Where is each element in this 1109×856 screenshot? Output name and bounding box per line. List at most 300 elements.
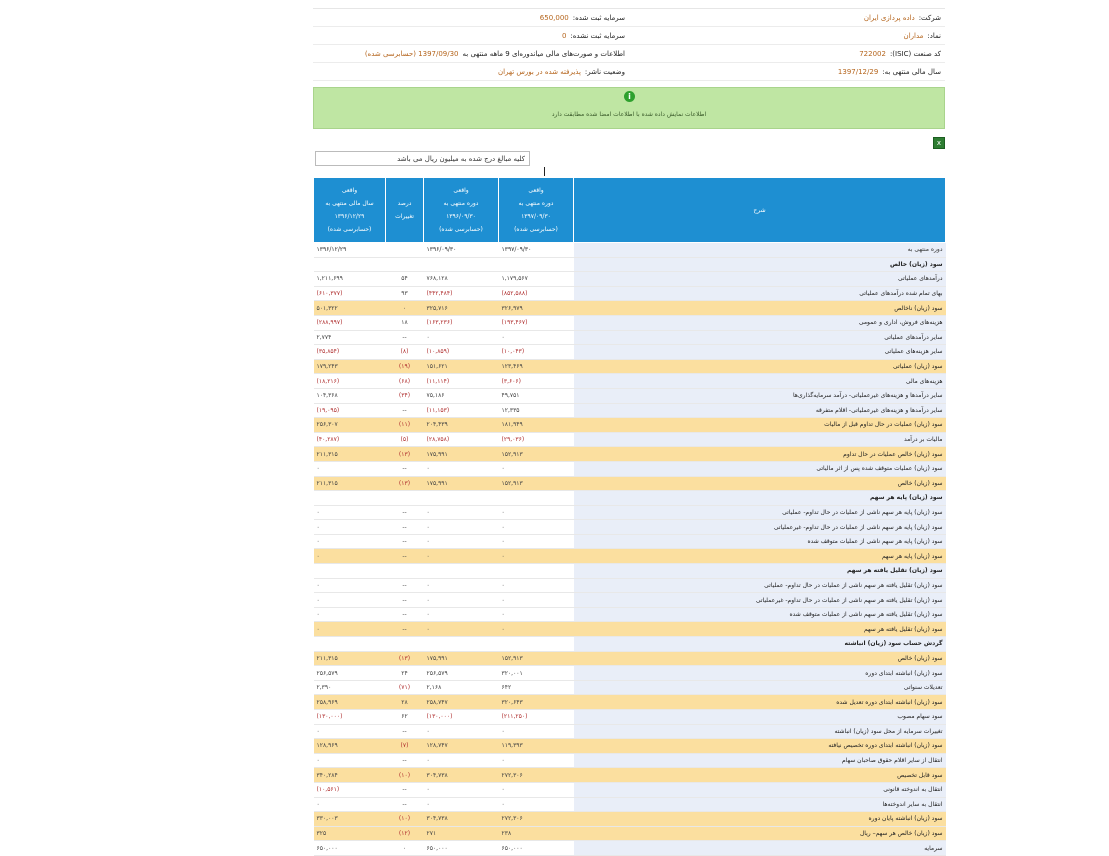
- value-period-1396: ۰: [424, 461, 499, 476]
- table-header-row: [314, 178, 946, 243]
- value-period-1397: ۶۴۲: [499, 680, 574, 695]
- value-year-1396: [314, 564, 386, 579]
- table-row: [314, 782, 946, 797]
- row-description: سود (زیان) انباشته ابتدای دوره تعدیل شده: [574, 695, 946, 710]
- table-row: [314, 651, 946, 666]
- change-percent: (۱۳): [386, 447, 424, 462]
- value-period-1397: ۰: [499, 622, 574, 637]
- value-period-1397: ۳۲۰,۶۴۳: [499, 695, 574, 710]
- header-right-cell: [629, 14, 945, 22]
- value-period-1397: ۱۲,۳۳۵: [499, 403, 574, 418]
- value-period-1397: ۱۵۲,۹۱۳: [499, 651, 574, 666]
- value-period-1397: (۱۹۳,۴۶۷): [499, 315, 574, 330]
- value-period-1396: ۱۲۸,۷۴۷: [424, 739, 499, 754]
- value-period-1396: ۲,۱۶۸: [424, 680, 499, 695]
- value-period-1397: ۱,۱۷۹,۵۶۷: [499, 272, 574, 287]
- change-percent: (۱۲): [386, 826, 424, 841]
- value-period-1396: ۰: [424, 534, 499, 549]
- header-label: اطلاعات و صورت‌های مالی میاندوره‌ای 9 ماهه منتهی به: [462, 49, 625, 58]
- value-year-1396: ۰: [314, 622, 386, 637]
- header-line: ۱۳۹۶/۰۹/۳۰: [446, 213, 476, 220]
- value-period-1396: ۰: [424, 724, 499, 739]
- row-description: سود (زیان) تقلیل یافته هر سهم: [574, 622, 946, 637]
- header-col2: [424, 178, 499, 243]
- value-period-1396: [424, 637, 499, 652]
- change-percent: [386, 637, 424, 652]
- change-percent: (۵): [386, 432, 424, 447]
- row-description: سود (زیان) پایه هر سهم ناشی از عملیات متوقف شده: [574, 534, 946, 549]
- value-period-1397: ۰: [499, 797, 574, 812]
- value-period-1396: ۰: [424, 607, 499, 622]
- value-year-1396: ۰: [314, 461, 386, 476]
- value-year-1396: (۱۳۰,۰۰۰): [314, 710, 386, 725]
- row-description: سود (زیان) عملیاتی: [574, 359, 946, 374]
- change-percent: ۵۴: [386, 272, 424, 287]
- value-period-1397: ۰: [499, 520, 574, 535]
- value-period-1396: ۷۶۸,۱۲۸: [424, 272, 499, 287]
- change-percent: (۱۱): [386, 418, 424, 433]
- value-period-1396: ۰: [424, 578, 499, 593]
- table-row: [314, 461, 946, 476]
- change-percent: --: [386, 330, 424, 345]
- change-percent: --: [386, 782, 424, 797]
- value-period-1397: ۱۸۱,۹۴۹: [499, 418, 574, 433]
- header-label: کد صنعت (ISIC):: [889, 49, 941, 58]
- value-period-1397: ۱۲۳,۴۶۹: [499, 359, 574, 374]
- table-row: [314, 534, 946, 549]
- value-period-1396: ۲۵۸,۷۴۷: [424, 695, 499, 710]
- value-period-1396: ۳۲۵,۷۱۶: [424, 301, 499, 316]
- header-right-cell: [629, 50, 945, 58]
- value-period-1397: ۶۵۰,۰۰۰: [499, 841, 574, 856]
- row-description: سود (زیان) خالص هر سهم– ریال: [574, 826, 946, 841]
- value-period-1397: ۰: [499, 724, 574, 739]
- header-value: 1397/09/30 (حسابرسی شده): [364, 49, 459, 58]
- value-period-1397: ۰: [499, 534, 574, 549]
- change-percent: (۷۱): [386, 680, 424, 695]
- table-row: [314, 359, 946, 374]
- value-year-1396: [314, 637, 386, 652]
- value-period-1396: (۴۴۲,۴۸۴): [424, 286, 499, 301]
- value-period-1396: ۱۵۱,۶۲۱: [424, 359, 499, 374]
- change-percent: --: [386, 593, 424, 608]
- change-percent: --: [386, 403, 424, 418]
- value-period-1396: ۲۵۶,۵۷۹: [424, 666, 499, 681]
- value-period-1397: ۰: [499, 753, 574, 768]
- value-period-1397: ۰: [499, 578, 574, 593]
- row-description: بهای تمام شده درآمدهای عملیاتی: [574, 286, 946, 301]
- value-year-1396: ۰: [314, 505, 386, 520]
- change-percent: (۷): [386, 739, 424, 754]
- value-year-1396: ۲۵۶,۳۰۷: [314, 418, 386, 433]
- header-label: سرمایه ثبت شده:: [572, 13, 625, 22]
- header-row: [313, 45, 945, 63]
- table-row: [314, 388, 946, 403]
- value-year-1396: ۱۷۹,۲۴۳: [314, 359, 386, 374]
- table-row: [314, 564, 946, 579]
- change-percent: ۶۲: [386, 710, 424, 725]
- row-description: دوره منتهی به: [574, 243, 946, 258]
- header-value: مداران: [903, 31, 924, 40]
- row-description: انتقال به سایر اندوخته‌ها: [574, 797, 946, 812]
- table-row: [314, 607, 946, 622]
- change-percent: --: [386, 505, 424, 520]
- header-line: تغییرات: [395, 213, 414, 220]
- table-row: [314, 505, 946, 520]
- change-percent: (۱۰): [386, 812, 424, 827]
- row-description: سود (زیان) انباشته ابتدای دوره تخصیص نیافته: [574, 739, 946, 754]
- change-percent: --: [386, 753, 424, 768]
- table-row: [314, 491, 946, 506]
- value-period-1396: (۱۶۳,۲۳۶): [424, 315, 499, 330]
- value-year-1396: ۳۴۰,۲۸۴: [314, 768, 386, 783]
- value-period-1396: ۰: [424, 505, 499, 520]
- value-period-1396: ۱۷۵,۹۹۱: [424, 447, 499, 462]
- verification-notice: [313, 87, 945, 129]
- value-year-1396: (۱۹,۰۹۵): [314, 403, 386, 418]
- table-row: [314, 549, 946, 564]
- table-row: [314, 476, 946, 491]
- value-period-1397: ۰: [499, 330, 574, 345]
- table-row: [314, 739, 946, 754]
- table-row: [314, 680, 946, 695]
- row-description: سرمایه: [574, 841, 946, 856]
- table-row: [314, 520, 946, 535]
- row-description: سود (زیان) پایه هر سهم: [574, 549, 946, 564]
- value-year-1396: ۰: [314, 534, 386, 549]
- header-line: دوره منتهی به: [443, 200, 479, 207]
- row-description: سود (زیان) انباشته ابتدای دوره: [574, 666, 946, 681]
- table-row: [314, 315, 946, 330]
- change-percent: (۱۳): [386, 476, 424, 491]
- table-row: [314, 418, 946, 433]
- table-row: [314, 812, 946, 827]
- unit-note: کلیه مبالغ درج شده به میلیون ریال می باشد: [315, 151, 530, 166]
- header-line: درصد: [397, 200, 412, 207]
- value-year-1396: ۲۱۱,۳۱۵: [314, 447, 386, 462]
- table-row: [314, 695, 946, 710]
- header-label: شرکت:: [918, 13, 941, 22]
- change-percent: ۰: [386, 301, 424, 316]
- change-percent: (۶۸): [386, 374, 424, 389]
- header-row: [313, 9, 945, 27]
- header-left-cell: [313, 50, 629, 58]
- value-period-1396: [424, 257, 499, 272]
- value-period-1397: ۱۳۹۷/۰۹/۳۰: [499, 243, 574, 258]
- change-percent: --: [386, 534, 424, 549]
- row-description: سود (زیان) خالص: [574, 651, 946, 666]
- value-period-1397: ۱۵۲,۹۱۳: [499, 476, 574, 491]
- header-label: سال مالی منتهی به:: [882, 67, 941, 76]
- table-row: [314, 666, 946, 681]
- header-line: ۱۳۹۷/۰۹/۳۰: [521, 213, 551, 220]
- header-right-cell: [629, 68, 945, 76]
- text-caret: [544, 167, 545, 176]
- header-line: دوره منتهی به: [518, 200, 554, 207]
- row-description: سود (زیان) پایه هر سهم ناشی از عملیات در حال تداوم- عملیاتی: [574, 505, 946, 520]
- table-row: [314, 432, 946, 447]
- header-desc: شرح: [574, 178, 946, 243]
- value-year-1396: ۰: [314, 753, 386, 768]
- value-period-1397: ۰: [499, 607, 574, 622]
- value-year-1396: ۱۰۴,۳۶۸: [314, 388, 386, 403]
- change-percent: --: [386, 461, 424, 476]
- value-period-1396: ۳۰۴,۷۳۸: [424, 768, 499, 783]
- value-period-1396: [424, 491, 499, 506]
- value-period-1397: [499, 257, 574, 272]
- income-statement-table: [313, 177, 946, 856]
- change-percent: (۱۰): [386, 768, 424, 783]
- value-period-1397: (۲۹,۰۳۶): [499, 432, 574, 447]
- header-label: سرمایه ثبت نشده:: [570, 31, 625, 40]
- value-period-1397: (۱۰,۰۴۳): [499, 345, 574, 360]
- header-left-cell: [313, 32, 629, 40]
- notice-message: اطلاعات نمایش داده شده با اطلاعات امضا شده مطابقت دارد: [551, 111, 707, 118]
- table-row: [314, 301, 946, 316]
- value-period-1396: ۲۰۴,۴۳۹: [424, 418, 499, 433]
- table-row: [314, 593, 946, 608]
- info-icon: i: [624, 91, 635, 102]
- value-year-1396: ۰: [314, 607, 386, 622]
- value-year-1396: ۲,۳۹۰: [314, 680, 386, 695]
- table-row: [314, 257, 946, 272]
- value-period-1397: ۳۲۰,۰۰۱: [499, 666, 574, 681]
- header-value: 1397/12/29: [837, 67, 879, 76]
- table-row: [314, 272, 946, 287]
- header-line: (حسابرسی شده): [327, 226, 372, 233]
- row-description: سود (زیان) پایه هر سهم ناشی از عملیات در حال تداوم- غیرعملیاتی: [574, 520, 946, 535]
- change-percent: [386, 564, 424, 579]
- change-percent: [386, 491, 424, 506]
- value-period-1397: ۳۲۶,۹۷۹: [499, 301, 574, 316]
- value-period-1396: ۰: [424, 782, 499, 797]
- table-row: [314, 374, 946, 389]
- table-row: [314, 243, 946, 258]
- change-percent: ۲۴: [386, 666, 424, 681]
- row-description: سود (زیان) تقلیل یافته هر سهم: [574, 564, 946, 579]
- value-year-1396: ۱۲۸,۹۶۹: [314, 739, 386, 754]
- value-period-1396: ۰: [424, 753, 499, 768]
- row-description: سایر هزینه‌های عملیاتی: [574, 345, 946, 360]
- header-line: سال مالی منتهی به: [325, 200, 374, 207]
- row-description: انتقال به اندوخته قانونی: [574, 782, 946, 797]
- value-period-1397: (۲۱۱,۲۵۰): [499, 710, 574, 725]
- change-percent: ۹۳: [386, 286, 424, 301]
- value-year-1396: (۴۰,۲۸۷): [314, 432, 386, 447]
- value-year-1396: ۰: [314, 797, 386, 812]
- value-period-1396: ۶۵۰,۰۰۰: [424, 841, 499, 856]
- unit-note-row: [313, 151, 945, 166]
- header-line: واقعی: [341, 187, 358, 194]
- value-period-1396: (۱۱,۱۱۴): [424, 374, 499, 389]
- value-year-1396: ۱,۲۱۱,۶۹۹: [314, 272, 386, 287]
- value-year-1396: ۰: [314, 578, 386, 593]
- value-period-1396: (۱۳۰,۰۰۰): [424, 710, 499, 725]
- row-description: انتقال از سایر اقلام حقوق صاحبان سهام: [574, 753, 946, 768]
- header-right-cell: [629, 32, 945, 40]
- value-period-1396: ۳۰۴,۷۳۸: [424, 812, 499, 827]
- change-percent: (۳۴): [386, 388, 424, 403]
- value-period-1397: ۰: [499, 461, 574, 476]
- value-period-1396: ۷۵,۱۸۶: [424, 388, 499, 403]
- value-year-1396: ۲,۷۷۴: [314, 330, 386, 345]
- header-line: (حسابرسی شده): [439, 226, 483, 233]
- company-header: [313, 8, 945, 81]
- row-description: هزینه‌های فروش، اداری و عمومی: [574, 315, 946, 330]
- row-description: مالیات بر درآمد: [574, 432, 946, 447]
- value-period-1396: ۱۷۵,۹۹۱: [424, 476, 499, 491]
- row-description: هزینه‌های مالی: [574, 374, 946, 389]
- value-year-1396: (۶۱۰,۳۷۷): [314, 286, 386, 301]
- value-year-1396: (۲۸۸,۹۹۷): [314, 315, 386, 330]
- row-description: گردش حساب سود (زیان) انباشته: [574, 637, 946, 652]
- value-period-1396: [424, 564, 499, 579]
- header-line: واقعی: [453, 187, 469, 194]
- value-year-1396: ۱۳۹۶/۱۲/۲۹: [314, 243, 386, 258]
- row-description: سایر درآمدهای عملیاتی: [574, 330, 946, 345]
- header-value: داده پردازی ایران: [863, 13, 915, 22]
- value-period-1397: ۲۷۲,۳۰۶: [499, 768, 574, 783]
- table-row: [314, 345, 946, 360]
- header-value: 650,000: [539, 13, 569, 22]
- header-left-cell: [313, 68, 629, 76]
- value-period-1396: ۱۳۹۶/۰۹/۳۰: [424, 243, 499, 258]
- value-period-1396: ۰: [424, 549, 499, 564]
- header-line: (حسابرسی شده): [514, 226, 558, 233]
- value-period-1397: ۱۵۲,۹۱۳: [499, 447, 574, 462]
- table-row: [314, 330, 946, 345]
- header-value: 722002: [859, 49, 886, 58]
- row-description: سود (زیان) تقلیل یافته هر سهم ناشی از عملیات متوقف شده: [574, 607, 946, 622]
- row-description: سود قابل تخصیص: [574, 768, 946, 783]
- table-row: [314, 578, 946, 593]
- excel-export-icon[interactable]: x: [933, 137, 945, 149]
- header-left-cell: [313, 14, 629, 22]
- change-percent: --: [386, 520, 424, 535]
- row-description: سود (زیان) عملیات در حال تداوم قبل از مالیات: [574, 418, 946, 433]
- value-period-1396: ۰: [424, 520, 499, 535]
- header-col3: [386, 178, 424, 243]
- header-value: پذیرفته شده در بورس تهران: [498, 67, 581, 76]
- table-row: [314, 768, 946, 783]
- change-percent: [386, 257, 424, 272]
- change-percent: [386, 243, 424, 258]
- value-period-1397: ۰: [499, 549, 574, 564]
- value-year-1396: ۲۵۶,۵۷۹: [314, 666, 386, 681]
- value-period-1397: ۰: [499, 782, 574, 797]
- row-description: سود (زیان) خالص: [574, 476, 946, 491]
- value-period-1397: ۰: [499, 593, 574, 608]
- value-period-1397: ۱۱۹,۳۹۳: [499, 739, 574, 754]
- value-period-1397: (۳,۶۰۶): [499, 374, 574, 389]
- value-period-1396: ۰: [424, 797, 499, 812]
- financial-statement-sheet: [313, 8, 945, 856]
- value-year-1396: ۲۵۸,۹۶۹: [314, 695, 386, 710]
- change-percent: --: [386, 607, 424, 622]
- table-row: [314, 841, 946, 856]
- value-year-1396: ۳۲۵: [314, 826, 386, 841]
- value-year-1396: [314, 257, 386, 272]
- table-row: [314, 710, 946, 725]
- table-body: [314, 243, 946, 856]
- value-period-1397: [499, 564, 574, 579]
- table-row: [314, 797, 946, 812]
- table-row: [314, 724, 946, 739]
- table-row: [314, 403, 946, 418]
- value-period-1396: (۲۸,۷۵۸): [424, 432, 499, 447]
- value-period-1396: ۰: [424, 593, 499, 608]
- row-description: سود (زیان) تقلیل یافته هر سهم ناشی از عملیات در حال تداوم- عملیاتی: [574, 578, 946, 593]
- value-period-1396: ۱۷۵,۹۹۱: [424, 651, 499, 666]
- row-description: تغییرات سرمایه از محل سود (زیان) انباشته: [574, 724, 946, 739]
- value-period-1396: ۲۷۱: [424, 826, 499, 841]
- change-percent: --: [386, 797, 424, 812]
- value-year-1396: ۵۰۱,۳۲۲: [314, 301, 386, 316]
- value-period-1397: ۲۷۲,۳۰۶: [499, 812, 574, 827]
- change-percent: ۱۸: [386, 315, 424, 330]
- value-year-1396: (۱۰,۵۶۱): [314, 782, 386, 797]
- table-row: [314, 622, 946, 637]
- change-percent: --: [386, 549, 424, 564]
- change-percent: --: [386, 578, 424, 593]
- value-year-1396: ۶۵۰,۰۰۰: [314, 841, 386, 856]
- table-row: [314, 637, 946, 652]
- value-year-1396: ۲۱۱,۳۱۵: [314, 651, 386, 666]
- header-value: 0: [561, 31, 567, 40]
- change-percent: ۲۸: [386, 695, 424, 710]
- row-description: سود (زیان) عملیات متوقف شده پس از اثر مالیاتی: [574, 461, 946, 476]
- value-year-1396: [314, 491, 386, 506]
- change-percent: (۱۳): [386, 651, 424, 666]
- value-year-1396: ۳۳۰,۰۰۳: [314, 812, 386, 827]
- value-period-1396: ۰: [424, 622, 499, 637]
- change-percent: --: [386, 724, 424, 739]
- change-percent: --: [386, 622, 424, 637]
- change-percent: ۰: [386, 841, 424, 856]
- value-year-1396: ۰: [314, 724, 386, 739]
- value-year-1396: (۱۸,۲۱۶): [314, 374, 386, 389]
- value-year-1396: ۰: [314, 520, 386, 535]
- value-period-1397: [499, 637, 574, 652]
- table-row: [314, 753, 946, 768]
- table-row: [314, 826, 946, 841]
- header-row: [313, 27, 945, 45]
- row-description: سود (زیان) ناخالص: [574, 301, 946, 316]
- change-percent: (۱۹): [386, 359, 424, 374]
- header-line: ۱۳۹۶/۱۲/۲۹: [334, 213, 365, 220]
- row-description: سود (زیان) خالص: [574, 257, 946, 272]
- header-label: وضعیت ناشر:: [584, 67, 625, 76]
- row-description: سود (زیان) انباشته پایان دوره: [574, 812, 946, 827]
- value-period-1396: (۱۰,۸۵۹): [424, 345, 499, 360]
- header-label: نماد:: [927, 31, 941, 40]
- value-period-1397: [499, 491, 574, 506]
- table-row: [314, 286, 946, 301]
- header-line: واقعی: [528, 187, 544, 194]
- value-year-1396: (۳۵,۸۵۴): [314, 345, 386, 360]
- header-row: [313, 63, 945, 81]
- row-description: درآمدهای عملیاتی: [574, 272, 946, 287]
- value-year-1396: ۲۱۱,۳۱۵: [314, 476, 386, 491]
- value-period-1396: ۰: [424, 330, 499, 345]
- row-description: سود (زیان) خالص عملیات در حال تداوم: [574, 447, 946, 462]
- header-col4: [314, 178, 386, 243]
- value-period-1396: (۱۱,۱۵۳): [424, 403, 499, 418]
- row-description: سود سهام مصوب: [574, 710, 946, 725]
- value-period-1397: ۰: [499, 505, 574, 520]
- row-description: سایر درآمدها و هزینه‌های غیرعملیاتی- درآمد سرمایه‌گذاری‌ها: [574, 388, 946, 403]
- header-col1: [499, 178, 574, 243]
